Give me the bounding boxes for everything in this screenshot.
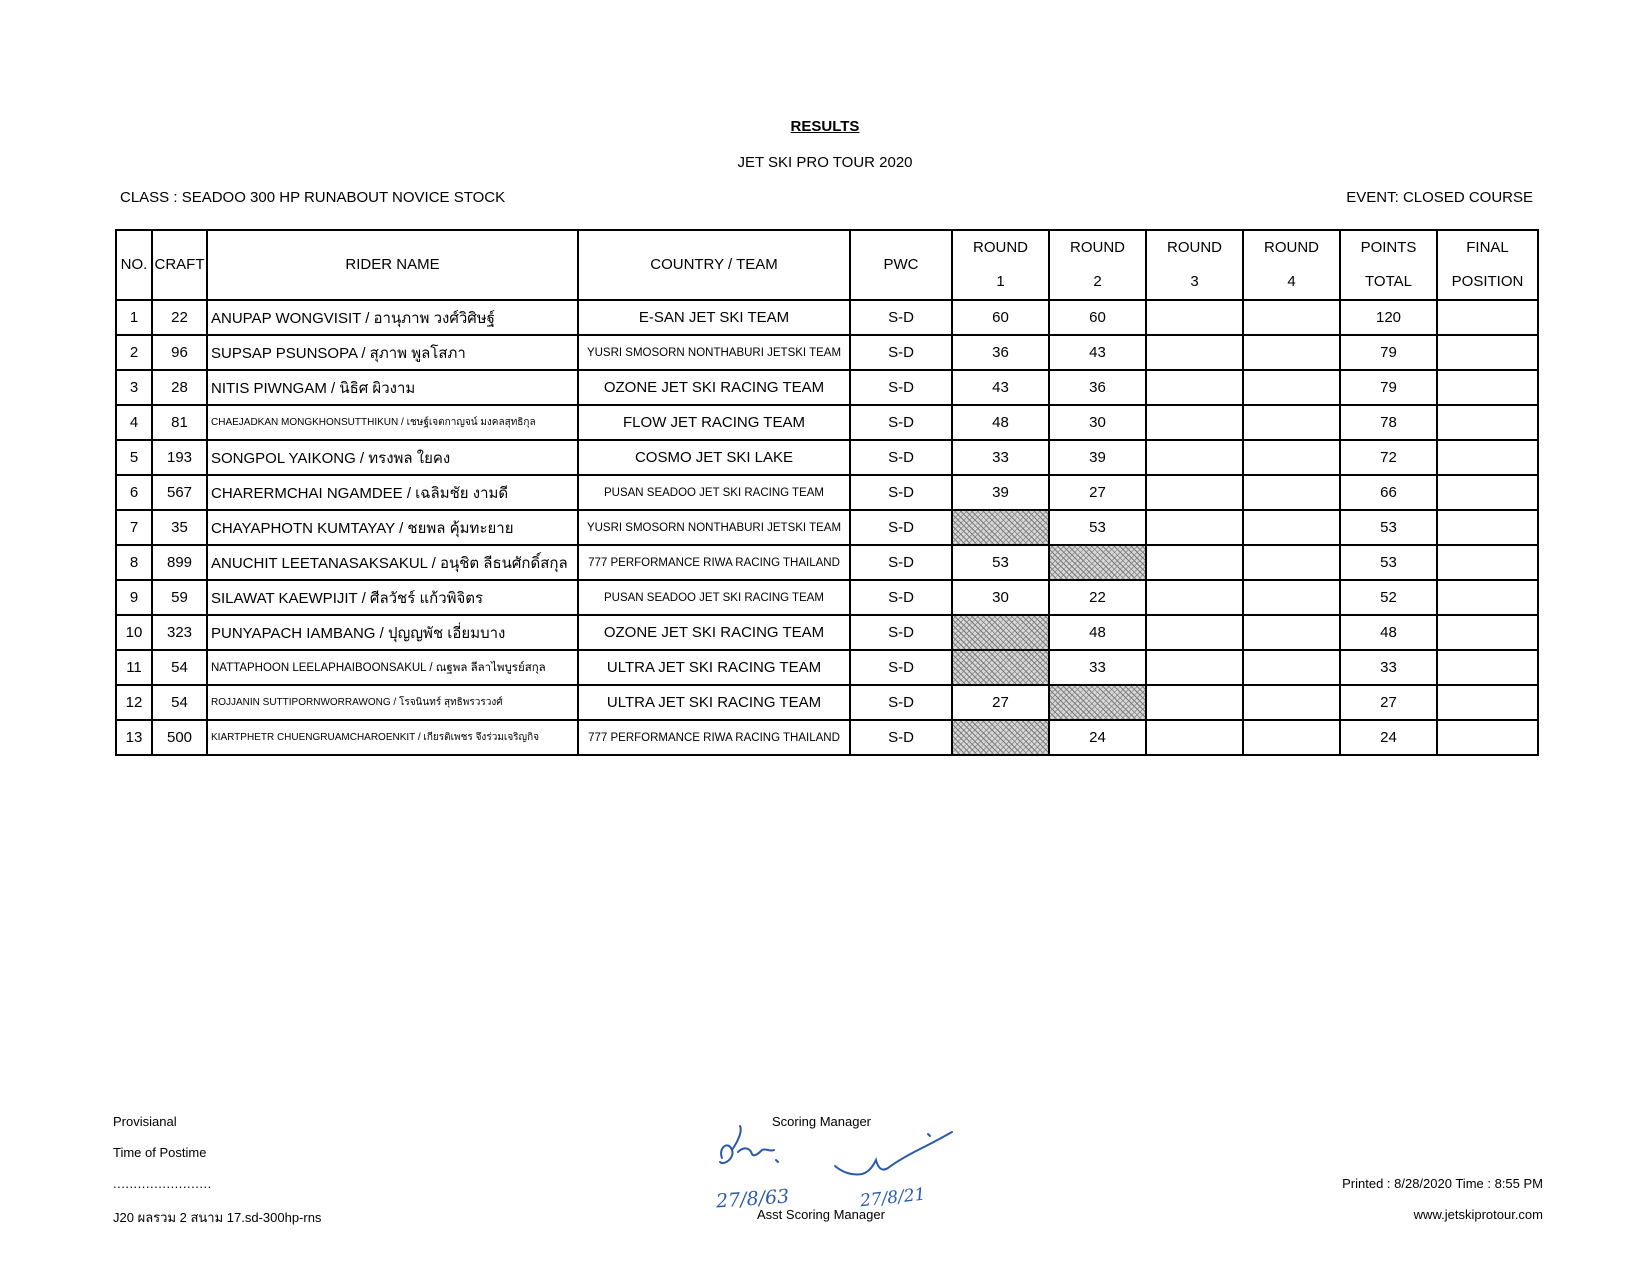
cell-round-4 [1243, 650, 1340, 685]
cell-points-total: 79 [1340, 370, 1437, 405]
cell-round-2: 24 [1049, 720, 1146, 755]
table-header-row [116, 230, 1538, 300]
cell-team: YUSRI SMOSORN NONTHABURI JETSKI TEAM [578, 510, 850, 545]
cell-round-2: 33 [1049, 650, 1146, 685]
cell-round-2: 22 [1049, 580, 1146, 615]
col-header-round-2 [1049, 230, 1146, 300]
cell-round-2: 36 [1049, 370, 1146, 405]
cell-round-4 [1243, 440, 1340, 475]
col-header-points-bottom: TOTAL [1365, 273, 1412, 290]
cell-pwc: S-D [850, 440, 952, 475]
cell-team: E-SAN JET SKI TEAM [578, 300, 850, 335]
cell-round-1: 48 [952, 405, 1049, 440]
col-header-round-1-top: ROUND [973, 239, 1028, 256]
table-row [116, 440, 1538, 475]
cell-round-3 [1146, 405, 1243, 440]
cell-rider: KIARTPHETR CHUENGRUAMCHAROENKIT / เกียรติเพชร จึงร่วมเจริญกิจ [207, 720, 578, 755]
cell-team: OZONE JET SKI RACING TEAM [578, 370, 850, 405]
col-header-no: NO. [116, 230, 152, 300]
page-title: RESULTS [790, 118, 860, 135]
cell-round-3 [1146, 510, 1243, 545]
cell-round-1-no-score [952, 720, 1049, 755]
col-header-final-top: FINAL [1466, 239, 1509, 256]
table-row [116, 720, 1538, 755]
cell-round-3 [1146, 475, 1243, 510]
cell-team: PUSAN SEADOO JET SKI RACING TEAM [578, 475, 850, 510]
time-of-postime-label: Time of Postime [113, 1145, 207, 1160]
cell-final-position [1437, 335, 1538, 370]
cell-pwc: S-D [850, 685, 952, 720]
cell-no: 11 [116, 650, 152, 685]
cell-no: 12 [116, 685, 152, 720]
cell-craft: 193 [152, 440, 207, 475]
cell-points-total: 48 [1340, 615, 1437, 650]
cell-team: OZONE JET SKI RACING TEAM [578, 615, 850, 650]
cell-no: 9 [116, 580, 152, 615]
cell-no: 1 [116, 300, 152, 335]
cell-pwc: S-D [850, 580, 952, 615]
cell-round-3 [1146, 580, 1243, 615]
cell-round-1: 60 [952, 300, 1049, 335]
cell-points-total: 66 [1340, 475, 1437, 510]
cell-team: ULTRA JET SKI RACING TEAM [578, 650, 850, 685]
col-header-round-2-bottom: 2 [1093, 273, 1102, 290]
cell-pwc: S-D [850, 650, 952, 685]
cell-craft: 81 [152, 405, 207, 440]
col-header-round-3-top: ROUND [1167, 239, 1222, 256]
event-series-title: JET SKI PRO TOUR 2020 [737, 154, 913, 171]
cell-points-total: 79 [1340, 335, 1437, 370]
cell-craft: 54 [152, 685, 207, 720]
cell-no: 13 [116, 720, 152, 755]
cell-final-position [1437, 685, 1538, 720]
cell-no: 2 [116, 335, 152, 370]
cell-round-4 [1243, 335, 1340, 370]
cell-pwc: S-D [850, 405, 952, 440]
cell-craft: 323 [152, 615, 207, 650]
cell-round-2: 53 [1049, 510, 1146, 545]
table-row [116, 370, 1538, 405]
cell-round-2: 60 [1049, 300, 1146, 335]
col-header-rider: RIDER NAME [207, 230, 578, 300]
cell-craft: 28 [152, 370, 207, 405]
cell-rider: NITIS PIWNGAM / นิธิศ ผิวงาม [207, 370, 578, 405]
provisional-label: Provisianal [113, 1114, 177, 1129]
col-header-pwc: PWC [850, 230, 952, 300]
col-header-final-bottom: POSITION [1451, 273, 1524, 290]
col-header-round-1-bottom: 1 [996, 273, 1005, 290]
col-header-points-top: POINTS [1360, 239, 1417, 256]
cell-team: COSMO JET SKI LAKE [578, 440, 850, 475]
cell-points-total: 120 [1340, 300, 1437, 335]
cell-rider: PUNYAPACH IAMBANG / ปุญญพัช เอี่ยมบาง [207, 615, 578, 650]
cell-round-1: 33 [952, 440, 1049, 475]
cell-craft: 500 [152, 720, 207, 755]
cell-round-2: 39 [1049, 440, 1146, 475]
cell-rider: CHAYAPHOTN KUMTAYAY / ชยพล คุ้มทะยาย [207, 510, 578, 545]
cell-round-3 [1146, 440, 1243, 475]
cell-final-position [1437, 545, 1538, 580]
cell-rider: NATTAPHOON LEELAPHAIBOONSAKUL / ณฐพล ลีลาไพบูรย์สกุล [207, 650, 578, 685]
cell-round-1: 53 [952, 545, 1049, 580]
cell-team: ULTRA JET SKI RACING TEAM [578, 685, 850, 720]
cell-craft: 22 [152, 300, 207, 335]
cell-no: 4 [116, 405, 152, 440]
cell-round-1: 43 [952, 370, 1049, 405]
cell-pwc: S-D [850, 720, 952, 755]
asst-scoring-manager-signature-date: 27/8/21 [859, 1184, 927, 1212]
cell-round-3 [1146, 685, 1243, 720]
website-url: www.jetskiprotour.com [1413, 1207, 1543, 1222]
cell-pwc: S-D [850, 475, 952, 510]
cell-rider: ANUCHIT LEETANASAKSAKUL / อนุชิต ลีธนศักดิ์สกุล [207, 545, 578, 580]
cell-round-1: 27 [952, 685, 1049, 720]
cell-round-2-no-score [1049, 545, 1146, 580]
cell-craft: 899 [152, 545, 207, 580]
cell-craft: 54 [152, 650, 207, 685]
cell-round-2: 43 [1049, 335, 1146, 370]
cell-final-position [1437, 440, 1538, 475]
cell-round-4 [1243, 510, 1340, 545]
cell-points-total: 27 [1340, 685, 1437, 720]
cell-craft: 59 [152, 580, 207, 615]
cell-rider: ANUPAP WONGVISIT / อานุภาพ วงศ์วิศิษฐ์ [207, 300, 578, 335]
cell-round-2: 27 [1049, 475, 1146, 510]
asst-scoring-manager-signature [830, 1124, 960, 1224]
cell-rider: SILAWAT KAEWPIJIT / ศีลวัชร์ แก้วพิจิตร [207, 580, 578, 615]
cell-round-3 [1146, 615, 1243, 650]
cell-team: FLOW JET RACING TEAM [578, 405, 850, 440]
table-row [116, 335, 1538, 370]
cell-round-1-no-score [952, 510, 1049, 545]
table-row [116, 615, 1538, 650]
scoring-manager-signature [710, 1118, 820, 1218]
cell-round-2: 48 [1049, 615, 1146, 650]
results-table [115, 229, 1539, 756]
cell-final-position [1437, 300, 1538, 335]
table-row [116, 650, 1538, 685]
col-header-round-4-top: ROUND [1264, 239, 1319, 256]
col-header-round-4 [1243, 230, 1340, 300]
cell-no: 6 [116, 475, 152, 510]
cell-round-1-no-score [952, 650, 1049, 685]
cell-rider: CHARERMCHAI NGAMDEE / เฉลิมชัย งามดี [207, 475, 578, 510]
postime-dots: ........................ [113, 1176, 212, 1191]
col-header-round-3 [1146, 230, 1243, 300]
table-row [116, 405, 1538, 440]
cell-final-position [1437, 650, 1538, 685]
cell-round-3 [1146, 545, 1243, 580]
cell-craft: 96 [152, 335, 207, 370]
cell-pwc: S-D [850, 300, 952, 335]
cell-round-2-no-score [1049, 685, 1146, 720]
cell-points-total: 52 [1340, 580, 1437, 615]
cell-craft: 567 [152, 475, 207, 510]
cell-points-total: 33 [1340, 650, 1437, 685]
cell-pwc: S-D [850, 510, 952, 545]
cell-team: PUSAN SEADOO JET SKI RACING TEAM [578, 580, 850, 615]
cell-points-total: 72 [1340, 440, 1437, 475]
cell-no: 5 [116, 440, 152, 475]
cell-team: YUSRI SMOSORN NONTHABURI JETSKI TEAM [578, 335, 850, 370]
scoring-manager-signature-date: 27/8/63 [715, 1185, 790, 1213]
cell-final-position [1437, 720, 1538, 755]
cell-round-1: 30 [952, 580, 1049, 615]
cell-no: 3 [116, 370, 152, 405]
cell-round-1: 39 [952, 475, 1049, 510]
cell-round-4 [1243, 685, 1340, 720]
cell-craft: 35 [152, 510, 207, 545]
cell-rider: ROJJANIN SUTTIPORNWORRAWONG / โรจนินทร์ สุทธิพรวรวงศ์ [207, 685, 578, 720]
table-row [116, 580, 1538, 615]
cell-round-3 [1146, 370, 1243, 405]
col-header-craft: CRAFT [152, 230, 207, 300]
cell-round-1-no-score [952, 615, 1049, 650]
cell-rider: SUPSAP PSUNSOPA / สุภาพ พูลโสภา [207, 335, 578, 370]
cell-no: 7 [116, 510, 152, 545]
cell-round-4 [1243, 370, 1340, 405]
cell-final-position [1437, 510, 1538, 545]
cell-points-total: 53 [1340, 510, 1437, 545]
cell-round-4 [1243, 405, 1340, 440]
printed-timestamp: Printed : 8/28/2020 Time : 8:55 PM [1342, 1176, 1543, 1191]
table-row [116, 510, 1538, 545]
col-header-points-total [1340, 230, 1437, 300]
cell-round-4 [1243, 615, 1340, 650]
cell-pwc: S-D [850, 370, 952, 405]
col-header-final-position [1437, 230, 1538, 300]
cell-team: 777 PERFORMANCE RIWA RACING THAILAND [578, 720, 850, 755]
col-header-round-4-bottom: 4 [1287, 273, 1296, 290]
class-label: CLASS : SEADOO 300 HP RUNABOUT NOVICE STOCK [120, 189, 506, 206]
cell-pwc: S-D [850, 615, 952, 650]
cell-round-4 [1243, 580, 1340, 615]
asst-scoring-manager-label: Asst Scoring Manager [757, 1207, 885, 1222]
cell-no: 10 [116, 615, 152, 650]
cell-round-4 [1243, 545, 1340, 580]
cell-points-total: 24 [1340, 720, 1437, 755]
table-row [116, 475, 1538, 510]
event-label: EVENT: CLOSED COURSE [1346, 189, 1533, 206]
cell-final-position [1437, 475, 1538, 510]
cell-round-3 [1146, 335, 1243, 370]
cell-round-2: 30 [1049, 405, 1146, 440]
file-reference: J20 ผลรวม 2 สนาม 17.sd-300hp-rns [113, 1210, 322, 1225]
cell-round-1: 36 [952, 335, 1049, 370]
cell-round-4 [1243, 300, 1340, 335]
cell-round-4 [1243, 475, 1340, 510]
cell-final-position [1437, 580, 1538, 615]
table-row [116, 300, 1538, 335]
cell-points-total: 78 [1340, 405, 1437, 440]
cell-final-position [1437, 405, 1538, 440]
cell-pwc: S-D [850, 335, 952, 370]
col-header-round-1 [952, 230, 1049, 300]
cell-no: 8 [116, 545, 152, 580]
col-header-team: COUNTRY / TEAM [578, 230, 850, 300]
table-row [116, 685, 1538, 720]
cell-final-position [1437, 615, 1538, 650]
col-header-round-2-top: ROUND [1070, 239, 1125, 256]
cell-round-4 [1243, 720, 1340, 755]
cell-rider: SONGPOL YAIKONG / ทรงพล ใยคง [207, 440, 578, 475]
cell-points-total: 53 [1340, 545, 1437, 580]
table-row [116, 545, 1538, 580]
cell-rider: CHAEJADKAN MONGKHONSUTTHIKUN / เชษฐ์เจตกาญจน์ มงคลสุทธิกุล [207, 405, 578, 440]
cell-team: 777 PERFORMANCE RIWA RACING THAILAND [578, 545, 850, 580]
cell-round-3 [1146, 650, 1243, 685]
cell-round-3 [1146, 300, 1243, 335]
col-header-round-3-bottom: 3 [1190, 273, 1199, 290]
cell-pwc: S-D [850, 545, 952, 580]
cell-round-3 [1146, 720, 1243, 755]
scoring-manager-label: Scoring Manager [772, 1114, 871, 1129]
cell-final-position [1437, 370, 1538, 405]
